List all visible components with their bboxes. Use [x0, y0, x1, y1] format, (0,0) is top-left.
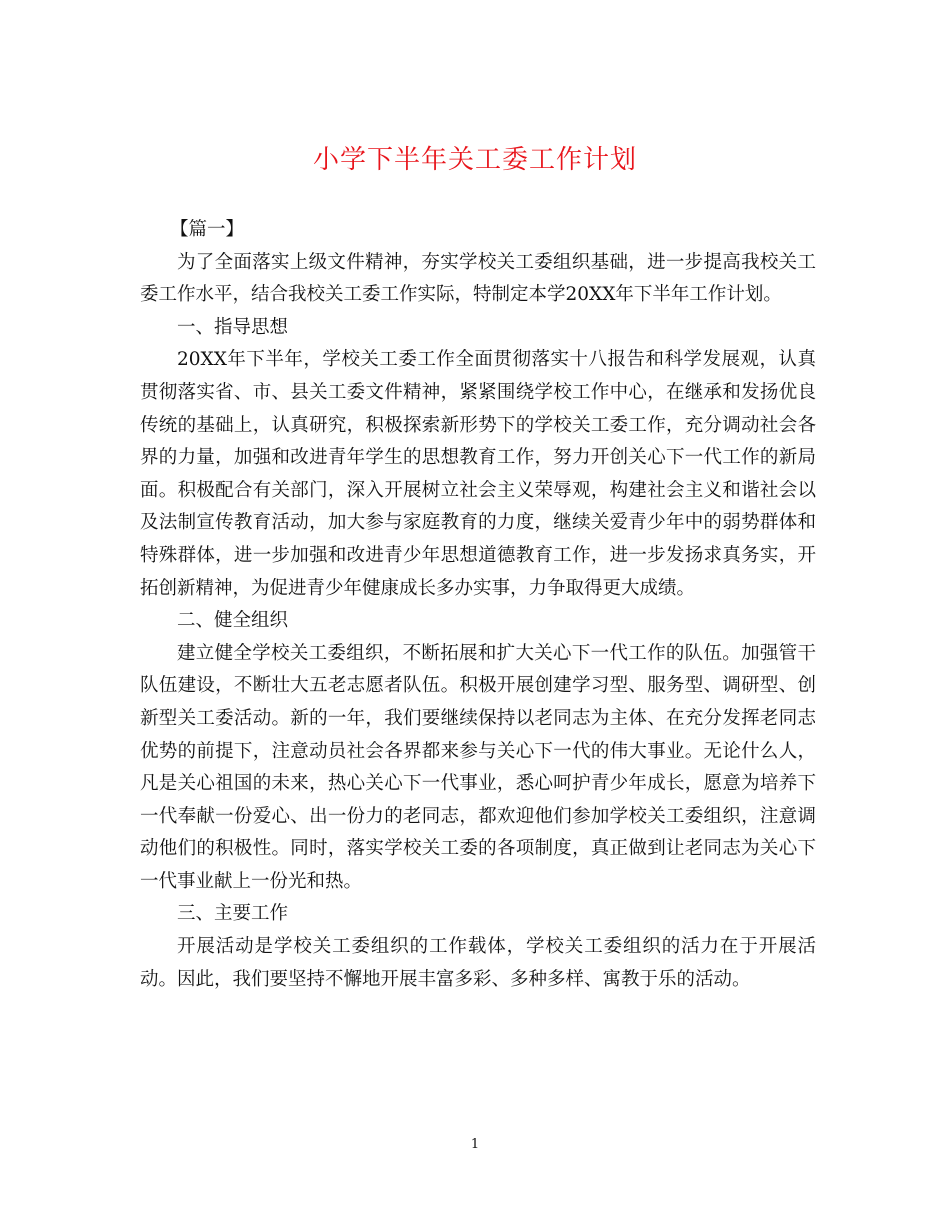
section-marker: 【篇一】 — [170, 219, 245, 240]
page-number: 1 — [470, 1137, 480, 1152]
document-title: 小学下半年关工委工作计划 — [312, 145, 637, 175]
paragraph-organization: 建立健全学校关工委组织，不断拓展和扩大关心下一代工作的队伍。加强管干队伍建设，不断壮大五老志愿者队伍。积极开展创建学习型、服务型、调研型、创新型关工委活动。新的一年，我们要继续保持以老同志为主体、在充分发挥老同志优势的前提下，注意动员社会各界都来参与关心下一代的伟大事业。无论什么人，凡是关心祖国的未来，热心关心下一代事业，悉心呵护青少年成长，愿意为培养下一代奉献一份爱心、出一份力的老同志，都欢迎他们参加学校关工委组织，注意调动他们的积极性。同时，落实学校关工委的各项制度，真正做到让老同志为关心下一代事业献上一份光和热。 — [140, 642, 816, 892]
heading-main-work: 三、主要工作 — [177, 903, 289, 925]
heading-guiding-ideology: 一、指导思想 — [177, 316, 289, 338]
heading-organization: 二、健全组织 — [177, 610, 289, 632]
intro-paragraph: 为了全面落实上级文件精神，夯实学校关工委组织基础，进一步提高我校关工委工作水平，结合我校关工委工作实际，特制定本学20XX年下半年工作计划。 — [140, 251, 816, 306]
document-body — [140, 214, 816, 996]
paragraph-guiding-ideology: 20XX年下半年，学校关工委工作全面贯彻落实十八报告和科学发展观，认真贯彻落实省、市、县关工委文件精神，紧紧围绕学校工作中心，在继承和发扬优良传统的基础上，认真研究，积极探索新形势下的学校关工委工作，充分调动社会各界的力量，加强和改进青年学生的思想教育工作，努力开创关心下一代工作的新局面。积极配合有关部门，深入开展树立社会主义荣辱观，构建社会主义和谐社会以及法制宣传教育活动，加大参与家庭教育的力度，继续关爱青少年中的弱势群体和特殊群体，进一步加强和改进青少年思想道德教育工作，进一步发扬求真务实，开拓创新精神，为促进青少年健康成长多办实事，力争取得更大成绩。 — [140, 349, 816, 599]
paragraph-main-work: 开展活动是学校关工委组织的工作载体，学校关工委组织的活力在于开展活动。因此，我们要坚持不懈地开展丰富多彩、多种多样、寓教于乐的活动。 — [140, 936, 816, 990]
